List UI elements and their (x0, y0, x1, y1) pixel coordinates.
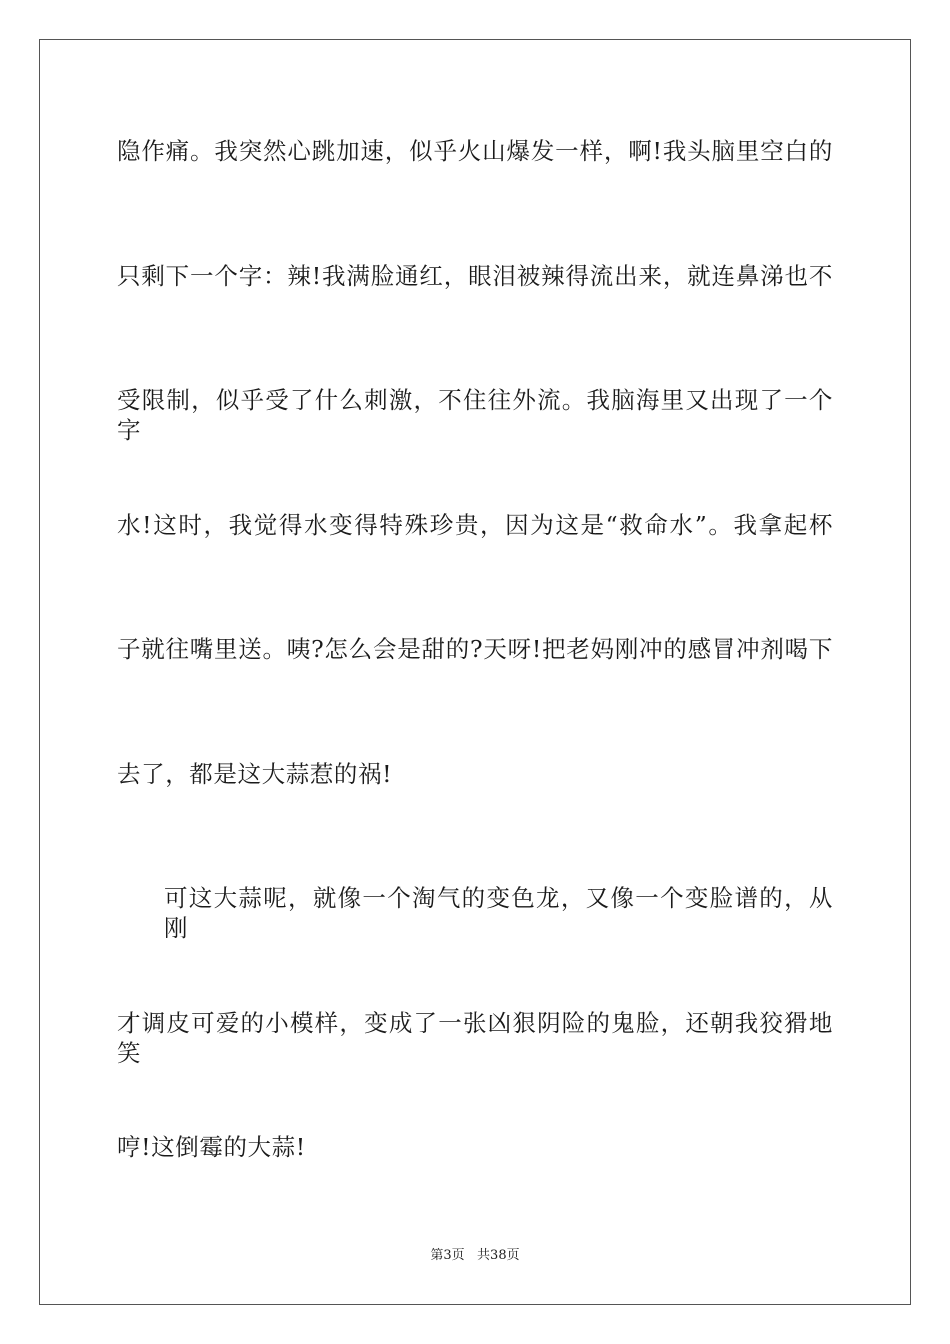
text-line: 哼!这倒霉的大蒜! (117, 1133, 306, 1161)
page-number: 第3页 共38页 (430, 1248, 520, 1263)
text-line: 只剩下一个字：辣!我满脸通红，眼泪被辣得流出来，就连鼻涕也不 (117, 262, 833, 290)
paragraph-first-line: 可这大蒜呢，就像一个淘气的变色龙，又像一个变脸谱的，从刚 (164, 884, 833, 942)
page-border (39, 39, 911, 1305)
text-line: 去了，都是这大蒜惹的祸! (117, 760, 393, 788)
text-line: 才调皮可爱的小模样，变成了一张凶狠阴险的鬼脸，还朝我狡猾地笑 (117, 1009, 833, 1067)
text-line: 隐作痛。我突然心跳加速，似乎火山爆发一样，啊!我头脑里空白的 (117, 137, 833, 165)
text-line: 受限制，似乎受了什么刺激，不住往外流。我脑海里又出现了一个字 (117, 386, 833, 444)
text-line: 水!这时，我觉得水变得特殊珍贵，因为这是“救命水”。我拿起杯 (117, 511, 833, 539)
text-line: 子就往嘴里送。咦?怎么会是甜的?天呀!把老妈刚冲的感冒冲剂喝下 (117, 635, 833, 663)
